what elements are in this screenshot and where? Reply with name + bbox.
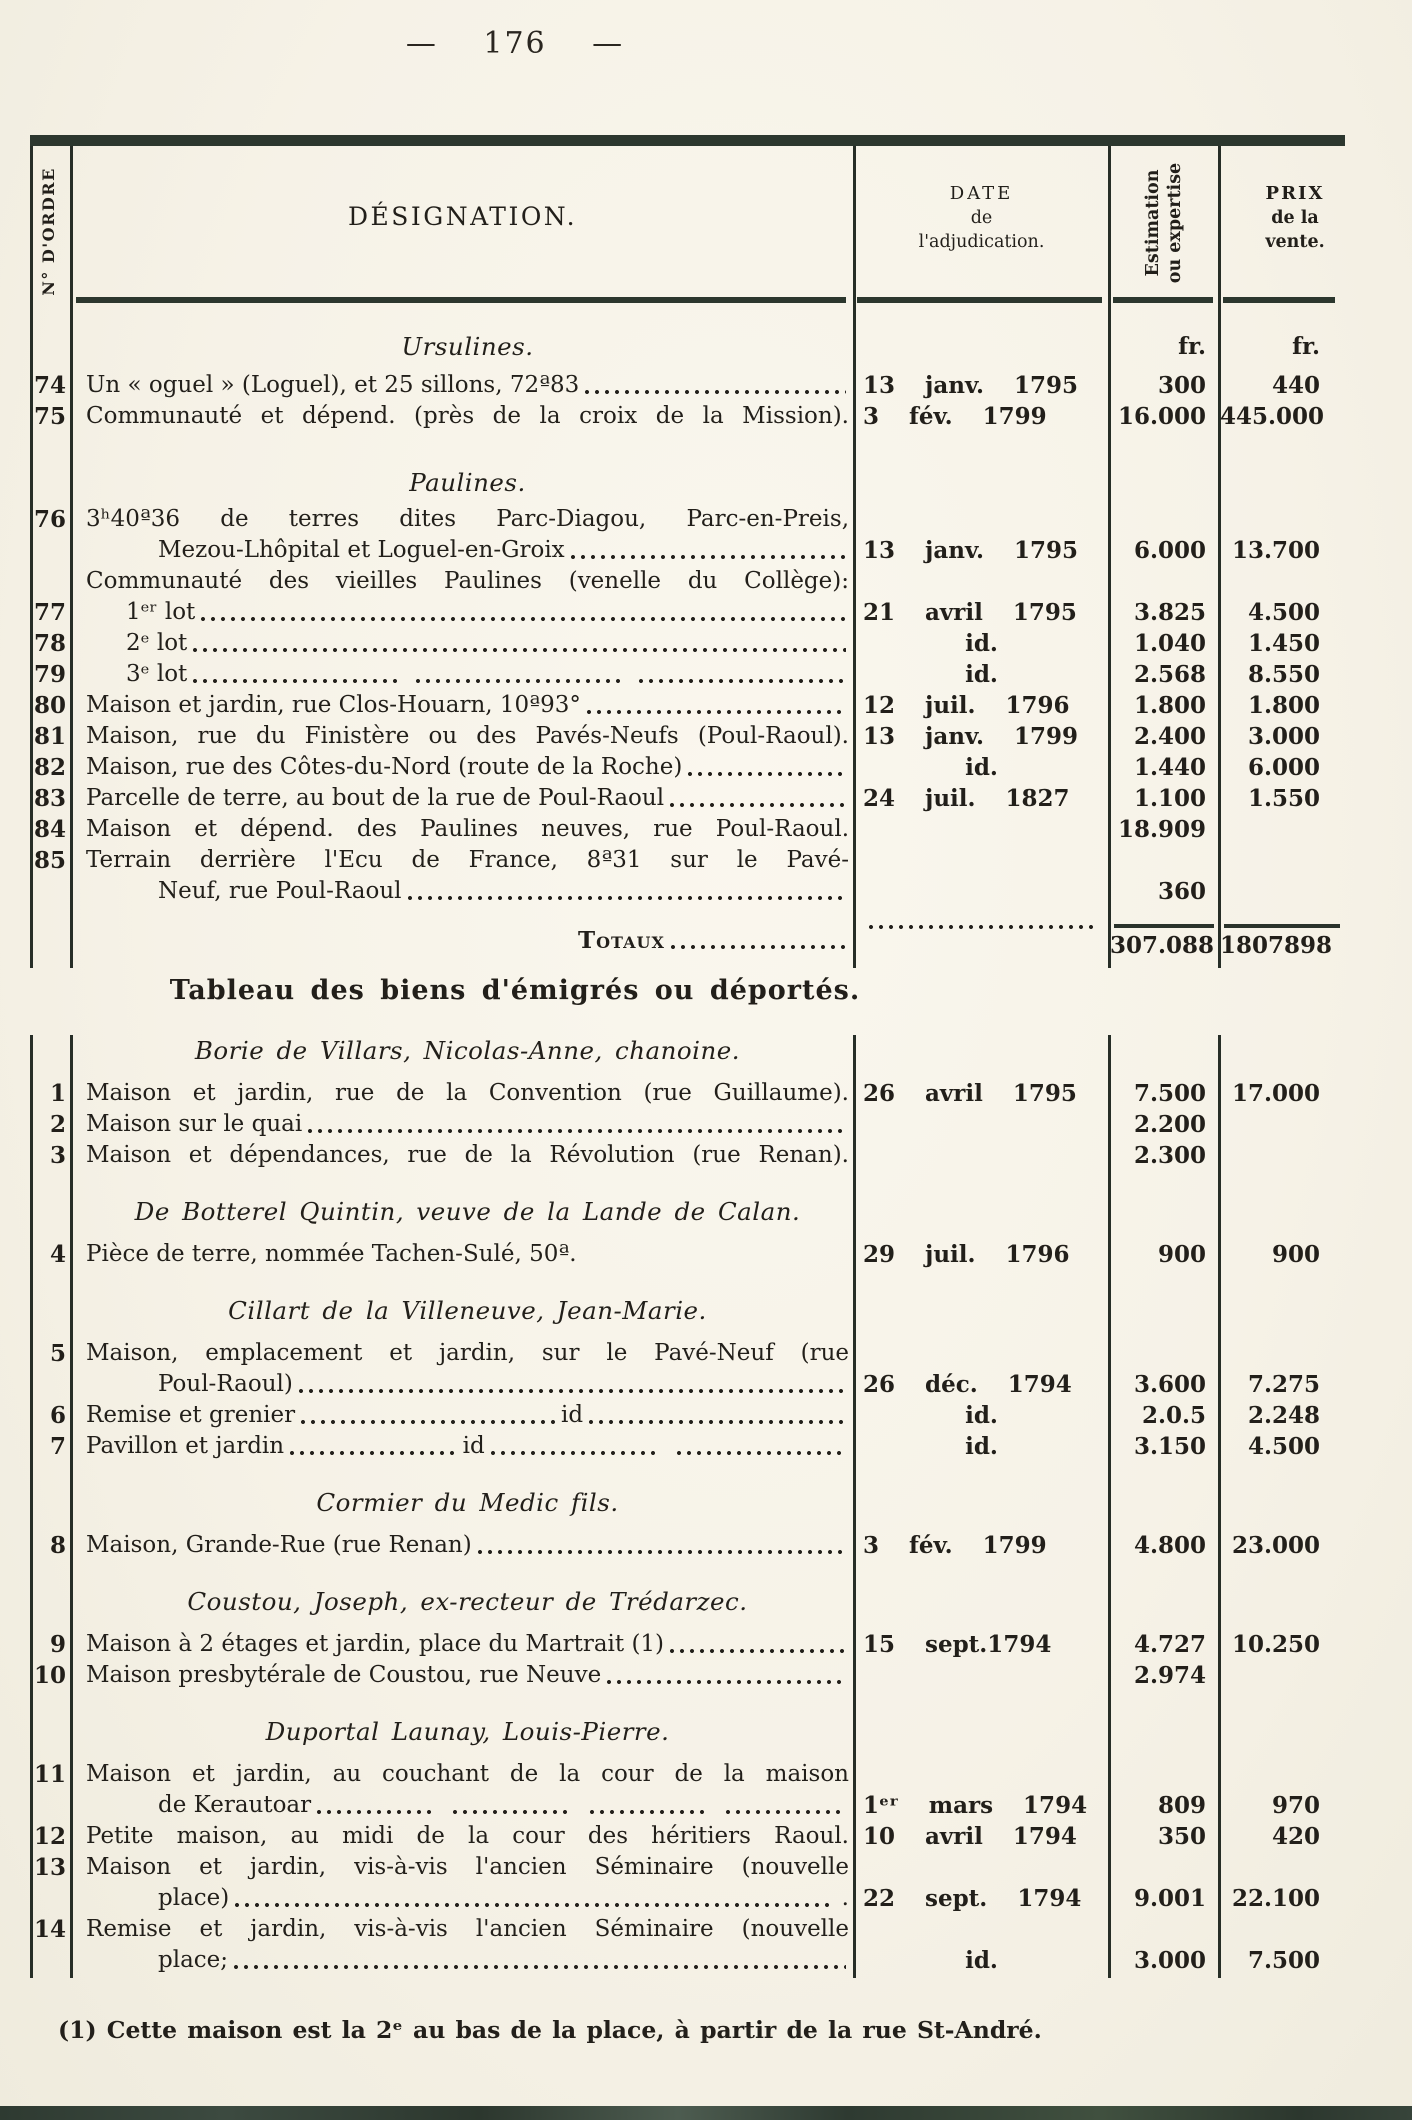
currency-label: fr. <box>1178 332 1206 360</box>
table-row <box>30 566 1398 597</box>
designation-line <box>86 1629 849 1660</box>
dot-leader <box>671 945 846 949</box>
header-underline-designation <box>76 297 846 303</box>
estimation-cell: 2.300 <box>1133 1142 1206 1169</box>
order-number-cell: 3 <box>49 1142 66 1169</box>
order-number-cell: 77 <box>33 599 66 626</box>
dot-leader <box>670 803 846 807</box>
section-heading-row <box>30 1487 1398 1518</box>
table-row <box>30 1140 1398 1171</box>
totals-price: 1807898 <box>1220 925 1398 961</box>
dot-leader <box>585 390 846 394</box>
dot-leader <box>234 1965 846 1969</box>
order-number-cell: 12 <box>33 1823 66 1850</box>
order-number-cell: 13 <box>33 1854 66 1881</box>
dot-leader <box>290 1451 460 1455</box>
designation-text: Maison presbytérale de Coustou, rue Neuve <box>86 1662 602 1688</box>
date-cell: id. <box>965 1402 998 1429</box>
designation-line: Maison et dépend. des Paulines neuves, rue Poul-Raoul. <box>86 816 849 842</box>
column-header-estimation <box>1142 163 1186 283</box>
totals-label: Totaux <box>578 927 665 954</box>
price-cell: 420 <box>1271 1823 1320 1850</box>
dot-leader <box>639 679 846 683</box>
designation-line <box>158 1369 849 1400</box>
designation-cell <box>72 628 855 659</box>
price-cell: 1.450 <box>1247 630 1320 657</box>
price-cell: 1.800 <box>1247 692 1320 719</box>
column-header-estimation-line1: Estimation <box>1143 169 1163 277</box>
designation-text: Maison, Grande-Rue (rue Renan) <box>86 1532 472 1558</box>
designation-text: Neuf, rue Poul-Raoul <box>158 878 402 904</box>
section-heading-row <box>30 1716 1398 1747</box>
date-cell: 13 janv. 1799 <box>863 723 1079 750</box>
estimation-cell: 3.600 <box>1133 1371 1206 1398</box>
designation-text: de Kerautoar <box>158 1792 312 1818</box>
table-row <box>30 721 1398 752</box>
table-row <box>30 659 1398 690</box>
designation-text <box>440 1790 447 1821</box>
designation-line: Maison et jardin, vis-à-vis l'ancien Séminaire (nouvelle <box>86 1854 849 1880</box>
dot-leader <box>670 1649 846 1653</box>
designation-line <box>86 690 849 721</box>
header-underline-price <box>1223 297 1335 303</box>
designation-cell <box>72 401 855 432</box>
table-row <box>30 1759 1398 1821</box>
designation-line: Pièce de terre, nommée Tachen-Sulé, 50ª. <box>86 1241 577 1267</box>
designation-text <box>403 659 410 690</box>
designation-text: Poul-Raoul) <box>158 1371 293 1397</box>
column-header-date-line1: DATE <box>949 183 1014 204</box>
designation-cell <box>72 752 855 783</box>
estimation-cell: 18.909 <box>1117 816 1206 843</box>
order-number-cell: 10 <box>33 1662 66 1689</box>
date-cell: 26 déc. 1794 <box>863 1371 1072 1398</box>
designation-cell <box>72 504 855 566</box>
table-row <box>30 1821 1398 1852</box>
table-row <box>30 845 1398 907</box>
date-cell: 12 juil. 1796 <box>863 692 1070 719</box>
header-underline-date <box>857 297 1102 303</box>
price-cell: 10.250 <box>1231 1631 1320 1658</box>
table-row <box>30 1660 1398 1691</box>
price-cell: 8.550 <box>1247 661 1320 688</box>
designation-cell <box>72 1629 855 1660</box>
table-row <box>30 814 1398 845</box>
estimation-cell: 1.440 <box>1133 754 1206 781</box>
column-header-price-line1: PRIX <box>1265 183 1325 204</box>
table-row <box>30 1338 1398 1400</box>
designation-cell <box>72 1109 855 1140</box>
date-cell: 13 janv. 1795 <box>863 537 1079 564</box>
designation-line: Maison et jardin, rue de la Convention (rue Guillaume). <box>86 1080 849 1106</box>
table-row <box>30 783 1398 814</box>
date-cell: id. <box>965 630 998 657</box>
section-heading-row <box>30 1035 1398 1066</box>
designation-cell <box>72 566 855 597</box>
price-cell: 900 <box>1271 1241 1320 1268</box>
table-row <box>30 597 1398 628</box>
designation-cell <box>72 659 855 690</box>
order-number-cell: 5 <box>49 1340 66 1367</box>
designation-line: Maison et jardin, au couchant de la cour de la maison <box>86 1761 849 1787</box>
order-number-cell: 78 <box>33 630 66 657</box>
dot-leader <box>587 710 846 714</box>
designation-line: Maison, rue du Finistère ou des Pavés-Neufs (Poul-Raoul). <box>86 723 849 749</box>
price-cell: 17.000 <box>1231 1080 1320 1107</box>
designation-cell <box>72 1660 855 1691</box>
designation-text: place; <box>158 1947 229 1973</box>
column-header-price <box>1220 182 1370 254</box>
designation-text: 2ᵉ lot <box>126 630 188 656</box>
price-cell <box>1220 845 1398 876</box>
table-row <box>30 690 1398 721</box>
column-header-date-line2: de <box>970 208 993 228</box>
page-number: — 176 — <box>405 26 625 61</box>
section-heading: Cormier du Medic fils. <box>316 1488 619 1517</box>
currency-label: fr. <box>1292 332 1320 360</box>
designation-line <box>86 370 849 401</box>
designation-cell <box>72 1140 855 1171</box>
estimation-cell: 3.150 <box>1133 1433 1206 1460</box>
table-row <box>30 1109 1398 1140</box>
designation-cell <box>72 783 855 814</box>
table-row <box>30 504 1398 566</box>
designation-line: 3ʰ40ª36 de terres dites Parc-Diagou, Parc-en-Preis, <box>86 506 849 532</box>
estimation-cell: 4.800 <box>1133 1532 1206 1559</box>
dot-leader <box>607 1680 846 1684</box>
section-heading-row <box>30 318 1398 370</box>
section-heading: De Botterel Quintin, veuve de la Lande de Calan. <box>134 1197 801 1226</box>
column-header-estimation-line2: ou expertise <box>1165 162 1185 284</box>
dot-leader <box>453 1810 573 1814</box>
designation-text: Pavillon et jardin <box>86 1433 285 1459</box>
estimation-cell: 1.100 <box>1133 785 1206 812</box>
section-heading-row <box>30 1586 1398 1617</box>
dot-leader <box>688 772 846 776</box>
dot-leader <box>317 1810 437 1814</box>
dot-leader <box>201 617 846 621</box>
scan-edge-strip <box>0 2106 1412 2120</box>
dot-leader <box>416 679 623 683</box>
dot-leader <box>301 1420 558 1424</box>
designation-text: id <box>462 1433 485 1459</box>
designation-line <box>158 876 849 907</box>
price-cell: 4.500 <box>1247 1433 1320 1460</box>
order-number-cell: 14 <box>33 1916 66 1943</box>
price-cell: 22.100 <box>1231 1885 1320 1912</box>
designation-line: Communauté et dépend. (près de la croix de la Mission). <box>86 403 849 429</box>
dot-leader <box>299 1389 846 1393</box>
date-cell: id. <box>965 754 998 781</box>
dot-leader <box>589 1420 846 1424</box>
footnote: (1) Cette maison est la 2ᵉ au bas de la place, à partir de la rue St-André. <box>58 2016 1042 2044</box>
section-heading: Paulines. <box>409 467 526 497</box>
table-row <box>30 1431 1398 1462</box>
date-cell: 10 avril 1794 <box>863 1823 1077 1850</box>
table-row <box>30 1239 1398 1270</box>
dot-leader <box>590 1810 710 1814</box>
price-cell: 445.000 <box>1220 403 1325 430</box>
price-cell: 23.000 <box>1231 1532 1320 1559</box>
designation-line <box>126 628 849 659</box>
date-cell: id. <box>965 1947 998 1974</box>
table-row <box>30 628 1398 659</box>
designation-text: Parcelle de terre, au bout de la rue de Poul-Raoul <box>86 785 665 811</box>
section-heading-row <box>30 1196 1398 1227</box>
designation-line <box>86 783 849 814</box>
totals-estimation: 307.088 <box>1110 925 1220 961</box>
estimation-cell: 2.974 <box>1133 1662 1206 1689</box>
date-cell: 21 avril 1795 <box>863 599 1077 626</box>
order-number-cell: 1 <box>49 1080 66 1107</box>
table-row <box>30 1629 1398 1660</box>
column-header-date-line3: l'adjudication. <box>918 232 1045 252</box>
estimation-cell: 6.000 <box>1133 537 1206 564</box>
date-cell: 22 sept. 1794 <box>863 1885 1082 1912</box>
estimation-cell: 16.000 <box>1117 403 1206 430</box>
designation-text: Mezou-Lhôpital et Loguel-en-Groix <box>158 537 565 563</box>
column-header-price-line2: de la <box>1271 208 1319 228</box>
date-cell: 15 sept.1794 <box>863 1631 1052 1658</box>
section-heading: Borie de Villars, Nicolas-Anne, chanoine. <box>194 1036 741 1065</box>
price-cell: 2.248 <box>1247 1402 1320 1429</box>
date-cell: 29 juil. 1796 <box>863 1241 1070 1268</box>
designation-line: Maison et dépendances, rue de la Révolution (rue Renan). <box>86 1142 849 1168</box>
order-number-cell: 76 <box>33 506 66 533</box>
column-header-designation: DÉSIGNATION. <box>347 202 578 231</box>
table-row <box>30 1914 1398 1976</box>
totals-label-cell <box>72 925 855 956</box>
designation-line <box>126 659 849 690</box>
estimation-cell: 2.568 <box>1133 661 1206 688</box>
designation-text <box>713 1790 720 1821</box>
designation-text: . <box>834 1885 849 1911</box>
order-number-cell: 8 <box>49 1532 66 1559</box>
estimation-cell: 350 <box>1157 1823 1206 1850</box>
price-cell: 6.000 <box>1247 754 1320 781</box>
order-number-cell: 79 <box>33 661 66 688</box>
date-cell: 13 janv. 1795 <box>863 372 1079 399</box>
table-top-border <box>30 135 1345 146</box>
date-cell: 26 avril 1795 <box>863 1080 1077 1107</box>
designation-cell <box>72 1759 855 1821</box>
section-heading: Duportal Launay, Louis-Pierre. <box>265 1717 670 1746</box>
date-cell: 3 fév. 1799 <box>863 1532 1047 1559</box>
designation-text: Un « oguel » (Loguel), et 25 sillons, 72ª83 <box>86 372 580 398</box>
designation-cell <box>72 690 855 721</box>
section-heading: Coustou, Joseph, ex-recteur de Trédarzec. <box>187 1587 748 1616</box>
estimation-cell: 900 <box>1157 1241 1206 1268</box>
section-heading-row <box>30 1295 1398 1326</box>
order-number-cell: 82 <box>33 754 66 781</box>
estimation-cell: 1.800 <box>1133 692 1206 719</box>
section-heading: Cillart de la Villeneuve, Jean-Marie. <box>228 1296 707 1325</box>
table-row <box>30 1852 1398 1914</box>
order-number-cell: 4 <box>49 1241 66 1268</box>
designation-cell <box>72 1239 855 1270</box>
dot-leader <box>408 896 847 900</box>
dot-leader <box>308 1129 846 1133</box>
designation-text <box>663 1431 670 1462</box>
order-number-cell: 84 <box>33 816 66 843</box>
table-row <box>30 1400 1398 1431</box>
designation-line <box>86 1660 849 1691</box>
designation-text: Maison, rue des Côtes-du-Nord (route de la Roche) <box>86 754 683 780</box>
table-row <box>30 752 1398 783</box>
designation-line <box>158 1790 849 1821</box>
order-number-cell: 75 <box>33 403 66 430</box>
dot-leader <box>869 925 1099 929</box>
dot-leader <box>571 555 846 559</box>
table-row <box>30 1078 1398 1109</box>
dot-leader <box>726 1810 846 1814</box>
designation-text: 1ᵉʳ lot <box>126 599 196 625</box>
designation-cell <box>72 721 855 752</box>
designation-line <box>86 1530 849 1561</box>
designation-text: Maison à 2 étages et jardin, place du Martrait (1) <box>86 1631 665 1657</box>
estimation-cell: 9.001 <box>1133 1885 1206 1912</box>
price-cell: 1.550 <box>1247 785 1320 812</box>
designation-text: Remise et grenier <box>86 1402 296 1428</box>
designation-cell <box>72 814 855 845</box>
dot-leader <box>491 1451 661 1455</box>
table-row <box>30 401 1398 432</box>
price-cell: 3.000 <box>1247 723 1320 750</box>
designation-cell <box>72 1338 855 1400</box>
dot-leader <box>235 1903 831 1907</box>
estimation-cell: 3.000 <box>1133 1947 1206 1974</box>
date-cell: 24 juil. 1827 <box>863 785 1070 812</box>
designation-line <box>86 752 849 783</box>
designation-cell <box>72 1431 855 1462</box>
date-cell <box>855 845 1110 876</box>
price-cell: 13.700 <box>1231 537 1320 564</box>
designation-line <box>126 597 849 628</box>
header-underline-estimation <box>1113 297 1213 303</box>
designation-text <box>626 659 633 690</box>
date-cell: 3 fév. 1799 <box>863 403 1047 430</box>
designation-cell <box>72 1078 855 1109</box>
estimation-cell: 1.040 <box>1133 630 1206 657</box>
designation-line: Terrain derrière l'Ecu de France, 8ª31 sur le Pavé- <box>86 847 849 873</box>
designation-line: Maison, emplacement et jardin, sur le Pavé-Neuf (rue <box>86 1340 849 1366</box>
table1-body <box>30 318 1398 961</box>
designation-line: Petite maison, au midi de la cour des héritiers Raoul. <box>86 1823 849 1849</box>
order-number-cell: 11 <box>33 1761 66 1788</box>
estimation-cell: 7.500 <box>1133 1080 1206 1107</box>
table-row <box>30 370 1398 401</box>
dot-leader <box>193 679 400 683</box>
date-cell: id. <box>965 661 998 688</box>
order-number-cell: 74 <box>33 372 66 399</box>
designation-text: id <box>561 1402 584 1428</box>
designation-cell <box>72 597 855 628</box>
designation-cell <box>72 370 855 401</box>
designation-cell <box>72 845 855 907</box>
designation-line <box>158 1883 849 1914</box>
table2-title: Tableau des biens d'émigrés ou déportés. <box>169 975 861 1006</box>
designation-line <box>86 1431 849 1462</box>
column-header-estimation-wrap <box>1108 147 1220 299</box>
estimation-cell: 2.0.5 <box>1141 1402 1206 1429</box>
designation-line <box>158 1945 849 1976</box>
designation-cell <box>72 1530 855 1561</box>
designation-text: place) <box>158 1885 230 1911</box>
order-number-cell: 2 <box>49 1111 66 1138</box>
estimation-cell: 3.825 <box>1133 599 1206 626</box>
designation-cell <box>72 1400 855 1431</box>
estimation-cell: 300 <box>1157 372 1206 399</box>
designation-text: 3ᵉ lot <box>126 661 188 687</box>
column-header-date <box>855 182 1108 254</box>
table2-body <box>30 1035 1398 1976</box>
designation-line: Remise et jardin, vis-à-vis l'ancien Séminaire (nouvelle <box>86 1916 849 1942</box>
date-cell: 1ᵉʳ mars 1794 <box>863 1792 1088 1819</box>
order-number-cell: 80 <box>33 692 66 719</box>
date-cell: id. <box>965 1433 998 1460</box>
order-number-cell: 81 <box>33 723 66 750</box>
order-number-cell: 83 <box>33 785 66 812</box>
designation-cell <box>72 1821 855 1852</box>
price-cell: 7.275 <box>1247 1371 1320 1398</box>
designation-cell <box>72 1852 855 1914</box>
estimation-cell: 360 <box>1157 878 1206 905</box>
estimation-cell: 2.400 <box>1133 723 1206 750</box>
dot-leader <box>478 1550 846 1554</box>
designation-line <box>86 1109 849 1140</box>
dot-leader <box>677 1451 847 1455</box>
estimation-cell: 809 <box>1157 1792 1206 1819</box>
section-heading: Ursulines. <box>401 331 534 361</box>
table-row <box>30 1530 1398 1561</box>
designation-line <box>86 1400 849 1431</box>
order-number-cell: 7 <box>49 1433 66 1460</box>
section-heading-row <box>30 460 1398 504</box>
order-number-cell: 6 <box>49 1402 66 1429</box>
estimation-cell: 2.200 <box>1133 1111 1206 1138</box>
order-number-cell: 85 <box>33 847 66 874</box>
totals-row <box>30 925 1398 961</box>
estimation-cell: 4.727 <box>1133 1631 1206 1658</box>
price-cell: 7.500 <box>1247 1947 1320 1974</box>
designation-line: Communauté des vieilles Paulines (venelle du Collège): <box>86 568 849 594</box>
price-cell: 4.500 <box>1247 599 1320 626</box>
price-cell: 970 <box>1271 1792 1320 1819</box>
date-cell <box>855 925 1110 936</box>
column-header-price-line3: vente. <box>1265 232 1325 252</box>
column-header-order-wrap <box>24 150 72 312</box>
designation-text: Maison et jardin, rue Clos-Houarn, 10ª93° <box>86 692 581 718</box>
designation-text: Maison sur le quai <box>86 1111 303 1137</box>
dot-leader <box>193 648 846 652</box>
designation-cell <box>72 1914 855 1976</box>
order-number-cell: 9 <box>49 1631 66 1658</box>
designation-text <box>576 1790 583 1821</box>
column-header-order-number: N° D'ORDRE <box>38 166 58 296</box>
designation-line <box>158 535 849 566</box>
price-cell: 440 <box>1271 372 1320 399</box>
